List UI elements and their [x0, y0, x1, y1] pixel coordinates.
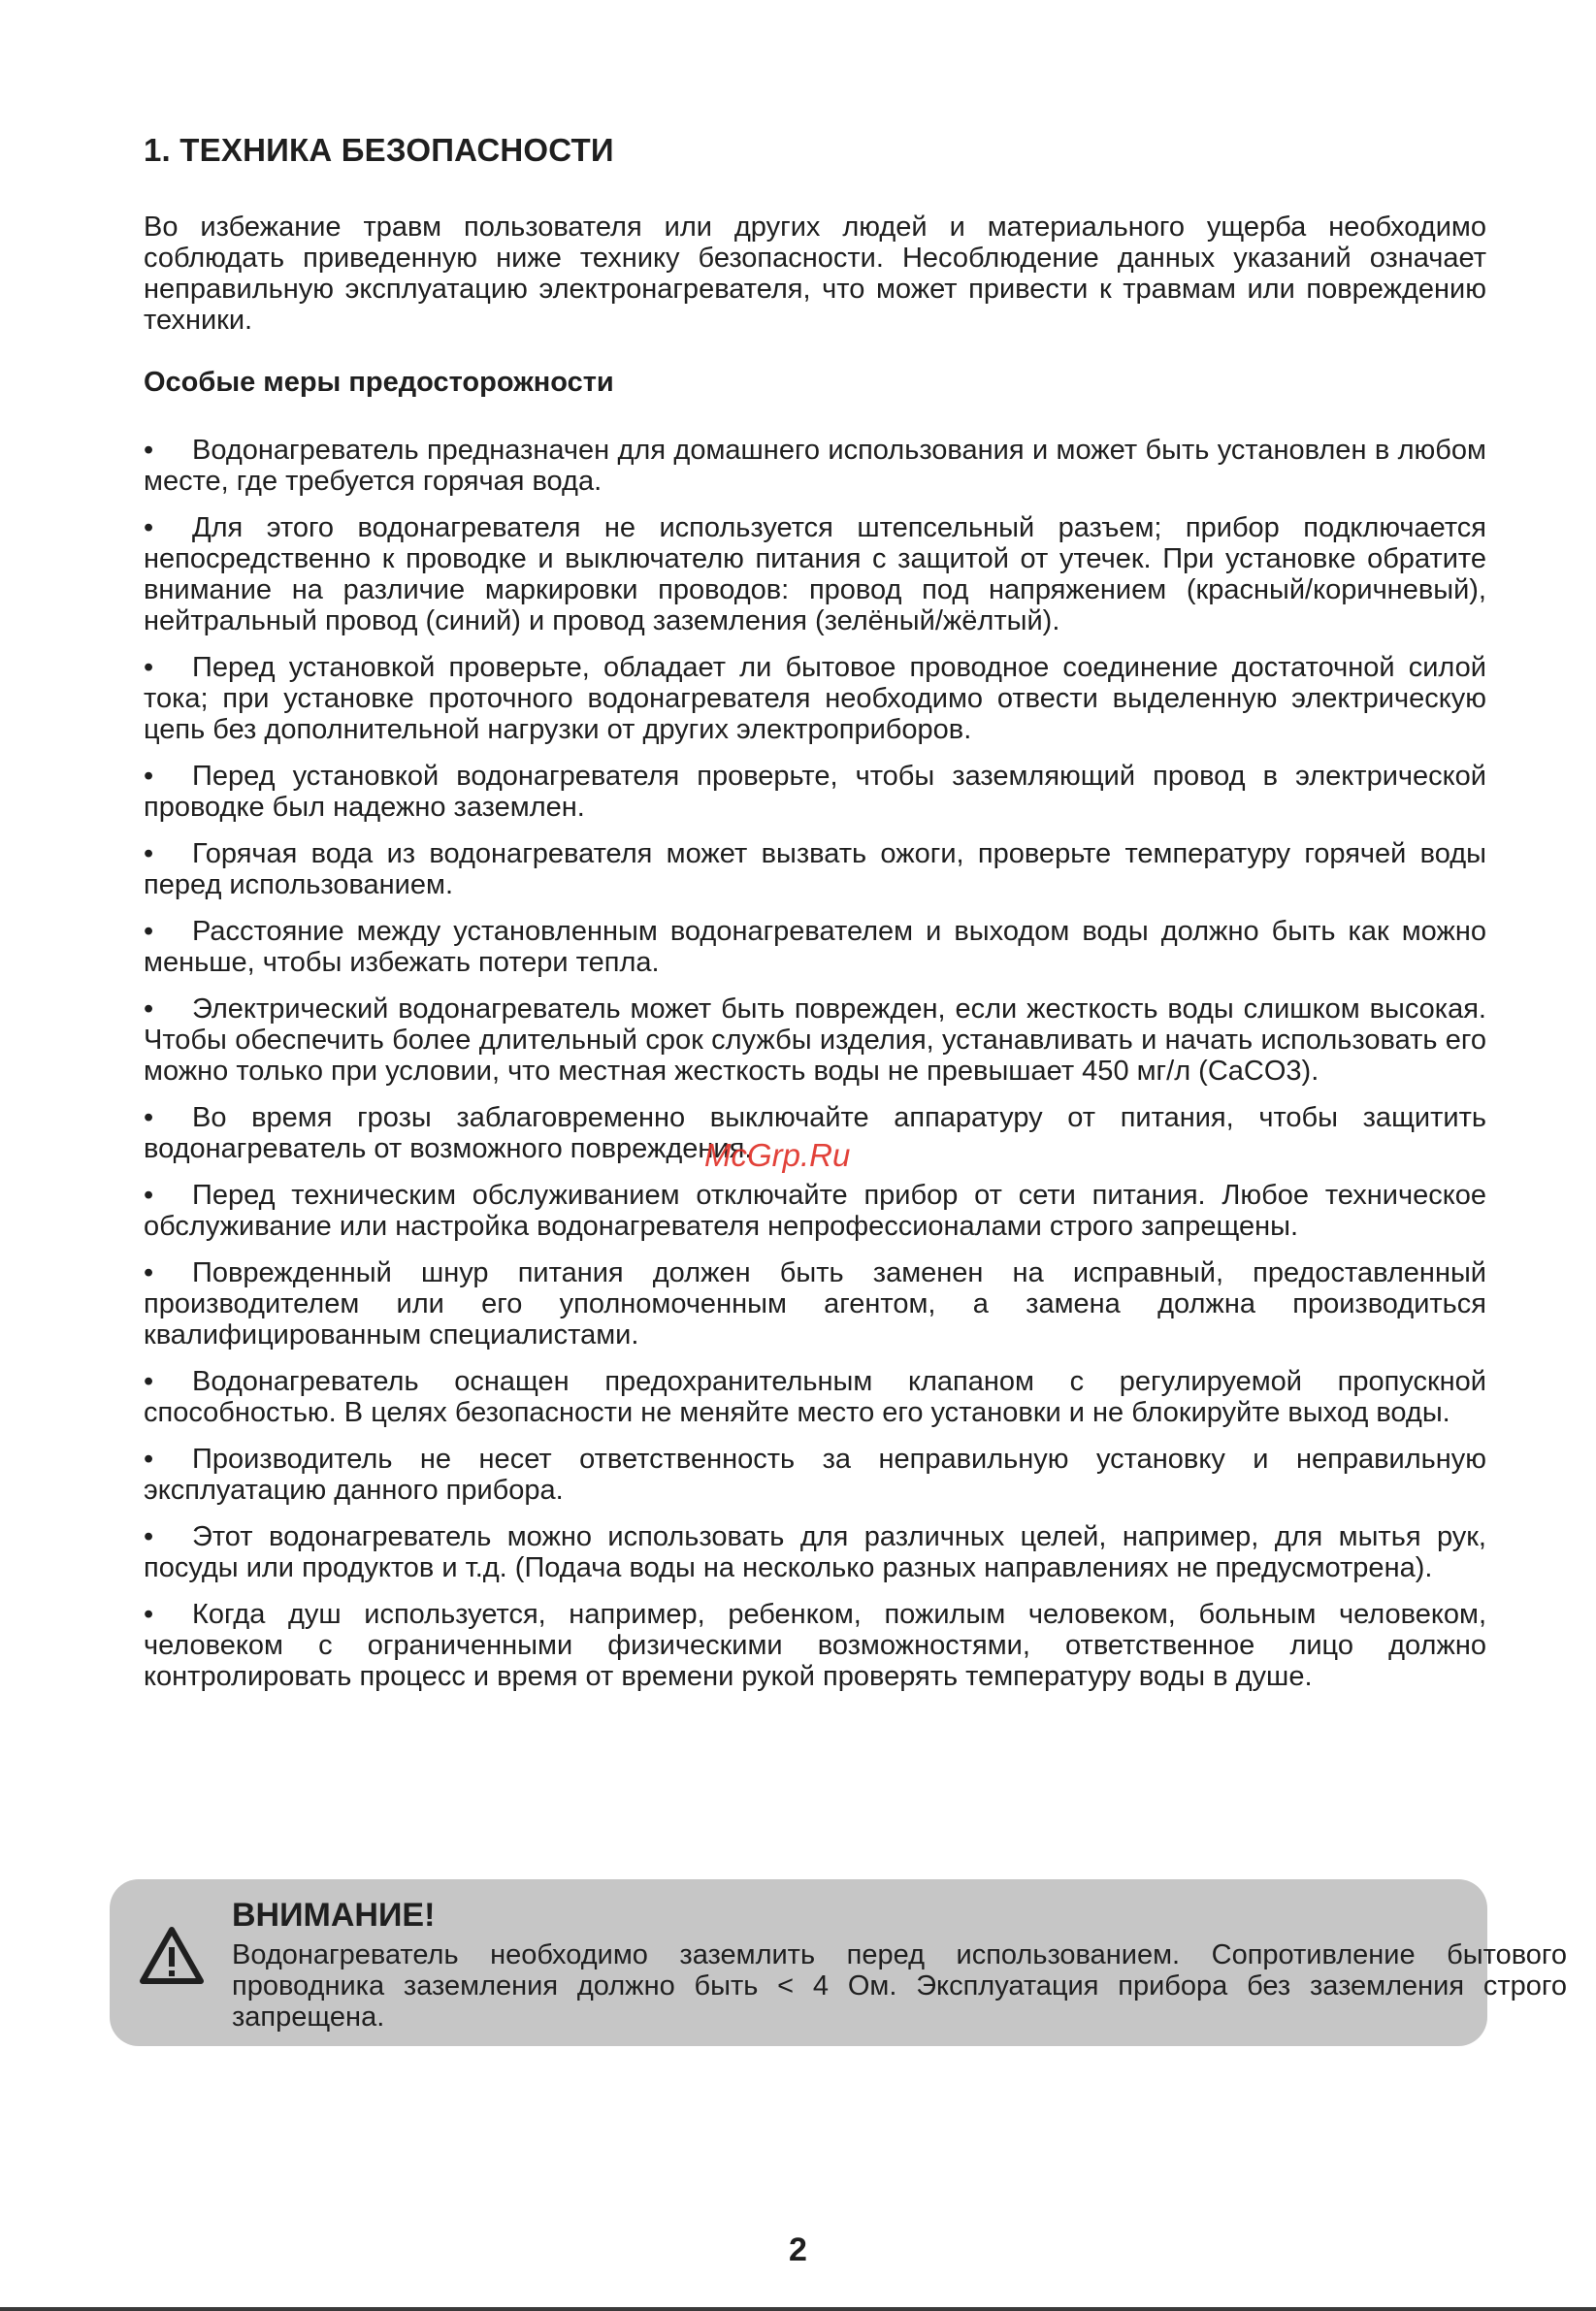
list-item	[144, 435, 1486, 497]
list-item	[144, 1599, 1486, 1692]
bullet-icon: •	[144, 1102, 154, 1133]
bullet-icon: •	[144, 652, 154, 683]
bullet-icon: •	[144, 1366, 154, 1397]
list-item-text: Производитель не несет ответственность за неправильную установку и неправильную эксплуатацию данного прибора.	[144, 1444, 1486, 1506]
bullet-icon: •	[144, 1521, 154, 1552]
page-number: 2	[789, 2231, 807, 2268]
list-item	[144, 1366, 1486, 1428]
list-item	[144, 838, 1486, 900]
list-item	[144, 1521, 1486, 1583]
list-item	[144, 512, 1486, 636]
bullet-icon: •	[144, 993, 154, 1025]
list-item-text: Во время грозы заблаговременно выключайте аппаратуру от питания, чтобы защитить водонагреватель от возможного повреждения.	[144, 1102, 1486, 1164]
warning-box	[110, 1879, 1567, 2046]
section-subheading: Особые меры предосторожности	[144, 367, 614, 398]
warning-text: Водонагреватель необходимо заземлить перед использованием. Сопротивление бытового проводника заземления должно быть < 4 Ом. Эксплуатация прибора без заземления строго запрещена.	[232, 1939, 1567, 2033]
bullet-icon: •	[144, 435, 154, 466]
list-item	[144, 916, 1486, 978]
bullet-icon: •	[144, 1444, 154, 1475]
warning-title: ВНИМАНИЕ!	[232, 1897, 436, 1934]
list-item-text: Водонагреватель предназначен для домашнего использования и может быть установлен в любом месте, где требуется горячая вода.	[144, 435, 1486, 497]
list-item	[144, 652, 1486, 745]
list-item-text: Водонагреватель оснащен предохранительным клапаном с регулируемой пропускной способностью. В целях безопасности не меняйте место его установки и не блокируйте выход воды.	[144, 1366, 1486, 1428]
list-item-text: Перед установкой водонагревателя проверьте, чтобы заземляющий провод в электрической проводке был надежно заземлен.	[144, 761, 1486, 823]
list-item	[144, 761, 1486, 823]
list-item-text: Перед установкой проверьте, обладает ли бытовое проводное соединение достаточной силой тока; при установке проточного водонагревателя необходимо отвести выделенную электрическую цепь без дополнительной нагрузки от других электроприборов.	[144, 652, 1486, 745]
list-item-text: Расстояние между установленным водонагревателем и выходом воды должно быть как можно меньше, чтобы избежать потери тепла.	[144, 916, 1486, 978]
list-item-text: Поврежденный шнур питания должен быть заменен на исправный, предоставленный производителем или его уполномоченным агентом, а замена должна производиться квалифицированным специалистами.	[144, 1257, 1486, 1351]
list-item-text: Когда душ используется, например, ребенком, пожилым человеком, больным человеком, человеком с ограниченными физическими возможностями, ответственное лицо должно контролировать процесс и время от времени рукой проверять температуру воды в душе.	[144, 1599, 1486, 1692]
list-item	[144, 1180, 1486, 1242]
bullet-icon: •	[144, 916, 154, 947]
watermark: McGrp.Ru	[704, 1137, 851, 1173]
list-item-text: Электрический водонагреватель может быть поврежден, если жесткость воды слишком высокая. Чтобы обеспечить более длительный срок службы изделия, устанавливать и начать использовать его можно только при условии, что местная жесткость воды не превышает 450 мг/л (CaCO3).	[144, 993, 1486, 1087]
list-item	[144, 1444, 1486, 1506]
bullet-icon: •	[144, 838, 154, 869]
warning-triangle-icon	[139, 1926, 205, 1986]
page-title: 1. ТЕХНИКА БЕЗОПАСНОСТИ	[144, 132, 614, 168]
list-item-text: Перед техническим обслуживанием отключайте прибор от сети питания. Любое техническое обслуживание или настройка водонагревателя непрофессионалами строго запрещены.	[144, 1180, 1486, 1242]
list-item-text: Для этого водонагревателя не используется штепсельный разъем; прибор подключается непосредственно к проводке и выключателю питания с защитой от утечек. При установке обратите внимание на различие маркировки проводов: провод под напряжением (красный/коричневый), нейтральный провод (синий) и провод заземления (зелёный/жёлтый).	[144, 512, 1486, 636]
bottom-rule	[0, 2307, 1596, 2311]
list-item-text: Горячая вода из водонагревателя может вызвать ожоги, проверьте температуру горячей воды перед использованием.	[144, 838, 1486, 900]
bullet-icon: •	[144, 761, 154, 792]
bullet-icon: •	[144, 1257, 154, 1288]
precautions-list	[144, 435, 1486, 1708]
list-item	[144, 993, 1486, 1087]
intro-paragraph: Во избежание травм пользователя или других людей и материального ущерба необходимо соблюдать приведенную ниже технику безопасности. Несоблюдение данных указаний означает неправильную эксплуатацию электронагревателя, что может привести к травмам или повреждению техники.	[144, 212, 1486, 336]
list-item-text: Этот водонагреватель можно использовать для различных целей, например, для мытья рук, посуды или продуктов и т.д. (Подача воды на несколько разных направлениях не предусмотрена).	[144, 1521, 1486, 1583]
list-item	[144, 1257, 1486, 1351]
bullet-icon: •	[144, 512, 154, 543]
bullet-icon: •	[144, 1180, 154, 1211]
bullet-icon: •	[144, 1599, 154, 1630]
